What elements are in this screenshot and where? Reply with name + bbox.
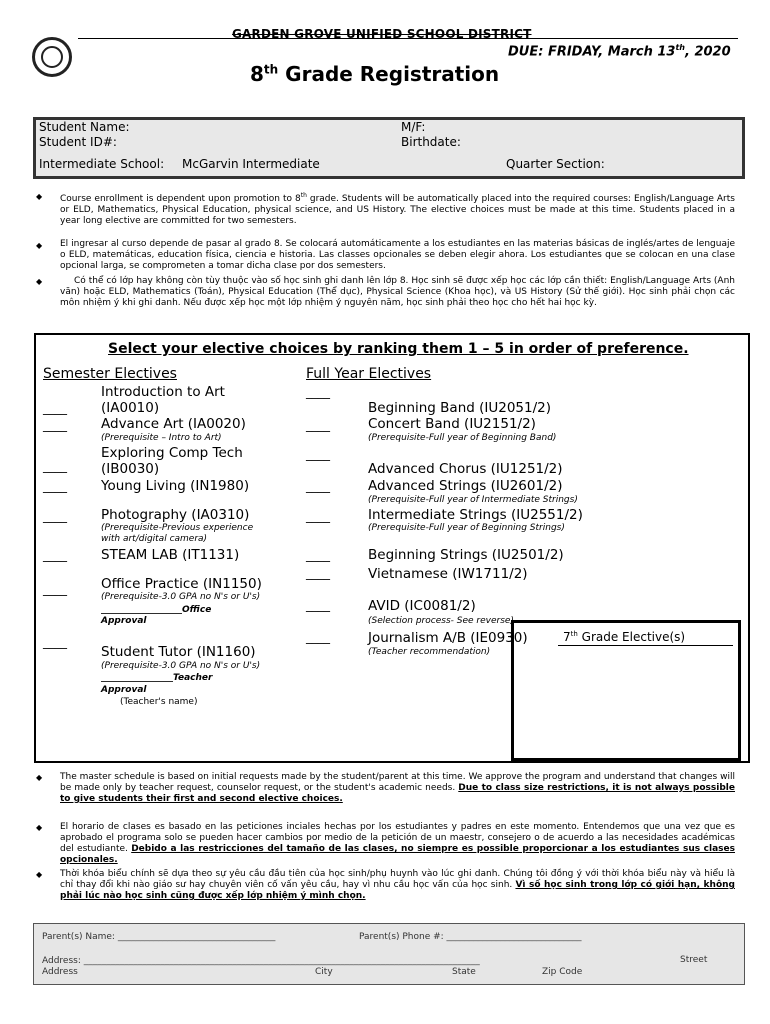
office-approval-line[interactable]: __________________Office — [101, 605, 212, 615]
rank-blank[interactable]: ____ — [306, 598, 330, 612]
note-photography-2: with art/digital camera) — [101, 534, 208, 544]
rank-blank[interactable]: ____ — [306, 566, 330, 580]
rank-blank[interactable]: ____ — [306, 479, 330, 493]
teacher-approval-line[interactable]: ________________Teacher — [101, 673, 213, 683]
rank-blank[interactable]: ____ — [43, 548, 67, 562]
note-vietnamese: Thời khóa biểu chính sẽ dựa theo sự yêu cầu đầu tiên của học sinh/phụ huynh vào lúc ghi danh. Chúng tôi đồng ý với thời khóa biểu này và hiểu là chỉ thay đổi khi nào giáo sư hay chuyên viên cố vấn yêu cầu, hay vì nhu cầu học vấn của học sinh. Vì số học sinh trong lớp có giới hạn, không phải lúc nào học sinh cũng được xếp lớp nhiệm ý mình chọn. — [60, 869, 735, 901]
course-advance-art: Advance Art (IA0020) — [101, 416, 246, 432]
rank-blank[interactable]: ____ — [43, 401, 67, 415]
street-label: Street — [680, 955, 708, 965]
rank-blank[interactable]: ____ — [43, 582, 67, 596]
page-title: 8th Grade Registration — [250, 62, 500, 86]
note-advance-art: (Prerequisite – Intro to Art) — [101, 433, 222, 443]
note-english: The master schedule is based on initial requests made by the student/parent at this time. We approve the program and understand that changes will be made only by teacher request, counselor request, or the student's academic needs. Due to class size restrictions, it is not always possible to give students their first and second elective choices. — [60, 772, 735, 804]
course-steam-lab: STEAM LAB (IT1131) — [101, 547, 240, 563]
course-student-tutor: Student Tutor (IN1160) — [101, 644, 256, 660]
district-name: GARDEN GROVE UNIFIED SCHOOL DISTRICT — [232, 27, 532, 41]
zip-label: Zip Code — [542, 967, 583, 977]
rank-blank[interactable]: ____ — [306, 385, 330, 399]
course-intro-art: Introduction to Art — [101, 384, 225, 400]
parent-name-field[interactable]: Parent(s) Name: ___________________________________ — [42, 932, 276, 942]
course-intro-art-code: (IA0010) — [101, 400, 160, 416]
address-label: Address — [42, 967, 78, 977]
course-young-living: Young Living (IN1980) — [101, 478, 250, 494]
district-logo — [32, 37, 72, 77]
rank-blank[interactable]: ____ — [306, 548, 330, 562]
course-advanced-strings: Advanced Strings (IU2601/2) — [368, 478, 563, 494]
due-date: DUE: FRIDAY, March 13th, 2020 — [508, 43, 731, 60]
quarter-label: Quarter Section: — [506, 157, 605, 171]
rank-blank[interactable]: ____ — [306, 630, 330, 644]
note-avid: (Selection process- See reverse) — [368, 616, 514, 626]
teacher-name-label: (Teacher's name) — [120, 697, 198, 707]
semester-electives-heading: Semester Electives — [43, 366, 177, 382]
rank-blank[interactable]: ____ — [43, 459, 67, 473]
fullyear-electives-heading: Full Year Electives — [306, 366, 432, 382]
course-avid: AVID (IC0081/2) — [368, 598, 476, 614]
course-photography: Photography (IA0310) — [101, 507, 250, 523]
teacher-approval-label: Approval — [101, 685, 147, 695]
note-journalism: (Teacher recommendation) — [368, 647, 491, 657]
note-advanced-strings: (Prerequisite-Full year of Intermediate Strings) — [368, 495, 578, 505]
electives-title: Select your elective choices by ranking them 1 – 5 in order of preference. — [108, 341, 689, 357]
rank-blank[interactable]: ____ — [43, 509, 67, 523]
intro-vietnamese: Có thể có lớp hay không còn tùy thuộc vào số học sinh ghi danh lên lớp 8. Học sinh sẽ được xếp học các lớp cần thiết: English/Language Arts (Anh văn) hoặc ELD, Mathematics (Toán), Physical Education (Thể dục), Physical Science (Khoa học), và US History (Sử thế giới). Học sinh phải chọn các môn nhiệm ý khi ghi danh. Nếu được xếp học một lớp nhiệm ý nguyên năm, học sinh phải theo học cho hết hai học kỳ. — [60, 276, 735, 308]
school-value: McGarvin Intermediate — [182, 157, 320, 171]
course-intermediate-strings: Intermediate Strings (IU2551/2) — [368, 507, 583, 523]
rank-blank[interactable]: ____ — [306, 447, 330, 461]
rank-blank[interactable]: ____ — [43, 479, 67, 493]
grade7-elective-label: 7th Grade Elective(s) — [563, 630, 686, 644]
note-photography-1: (Prerequisite-Previous experience — [101, 523, 254, 533]
course-vietnamese: Vietnamese (IW1711/2) — [368, 566, 528, 582]
state-label: State — [452, 967, 476, 977]
office-approval-label: Approval — [101, 616, 147, 626]
course-comp-tech-code: (IB0030) — [101, 461, 160, 477]
course-journalism: Journalism A/B (IE0930) — [368, 630, 528, 646]
intro-english: Course enrollment is dependent upon promotion to 8th grade. Students will be automatically placed into the required courses: English/Language Arts or ELD, Mathematics, Physical Education, physical science, and US History. The elective choices must be made at this time. Students placed in a year long elective are committed for two semesters. — [60, 192, 735, 226]
course-comp-tech: Exploring Comp Tech — [101, 445, 243, 461]
rank-blank[interactable]: ____ — [43, 635, 67, 649]
course-beginning-band: Beginning Band (IU2051/2) — [368, 400, 552, 416]
school-label: Intermediate School: — [39, 157, 165, 171]
birthdate-label: Birthdate: — [401, 135, 461, 149]
grade7-elective-line — [558, 645, 733, 646]
note-office-practice: (Prerequisite-3.0 GPA no N's or U's) — [101, 592, 261, 602]
address-field[interactable]: Address: ________________________________________________________________________________________ — [42, 956, 480, 966]
note-intermediate-strings: (Prerequisite-Full year of Beginning Strings) — [368, 523, 565, 533]
intro-spanish: El ingresar al curso depende de pasar al grado 8. Se colocará automáticamente a los estudiantes en las materias básicas de inglés/artes de lenguaje o ELD, matemáticas, education física, ciencia e historia. Las classes opcionales se deben elegir ahora. Los estudiantes que se colocan en una clase opcional larga, se comprometen a tomar dicha clase por dos semesters. — [60, 239, 735, 271]
course-office-practice: Office Practice (IN1150) — [101, 576, 262, 592]
rank-blank[interactable]: ____ — [306, 509, 330, 523]
mf-label: M/F: — [401, 120, 426, 134]
note-student-tutor: (Prerequisite-3.0 GPA no N's or U's) — [101, 661, 261, 671]
student-id-label: Student ID#: — [39, 135, 117, 149]
note-concert-band: (Prerequisite-Full year of Beginning Band) — [368, 433, 557, 443]
note-spanish: El horario de clases es basado en las peticiones inciales hechas por los estudiantes y padres en este momento. Entendemos que una vez que es aprobado el programa solo se pueden hacer cambios por medio de la petición de un maestr, consejero o de acuerdo a las necesidades académicas del estudiante. Debido a las restricciones del tamaño de las clases, no siempre es possible proporcionar a los estudiantes sus clases opcionales. — [60, 822, 735, 865]
rank-blank[interactable]: ____ — [43, 418, 67, 432]
course-concert-band: Concert Band (IU2151/2) — [368, 416, 536, 432]
student-name-label: Student Name: — [39, 120, 130, 134]
city-label: City — [315, 967, 333, 977]
parent-phone-field[interactable]: Parent(s) Phone #: ______________________________ — [359, 932, 582, 942]
course-advanced-chorus: Advanced Chorus (IU1251/2) — [368, 461, 563, 477]
course-beginning-strings: Beginning Strings (IU2501/2) — [368, 547, 564, 563]
rank-blank[interactable]: ____ — [306, 418, 330, 432]
